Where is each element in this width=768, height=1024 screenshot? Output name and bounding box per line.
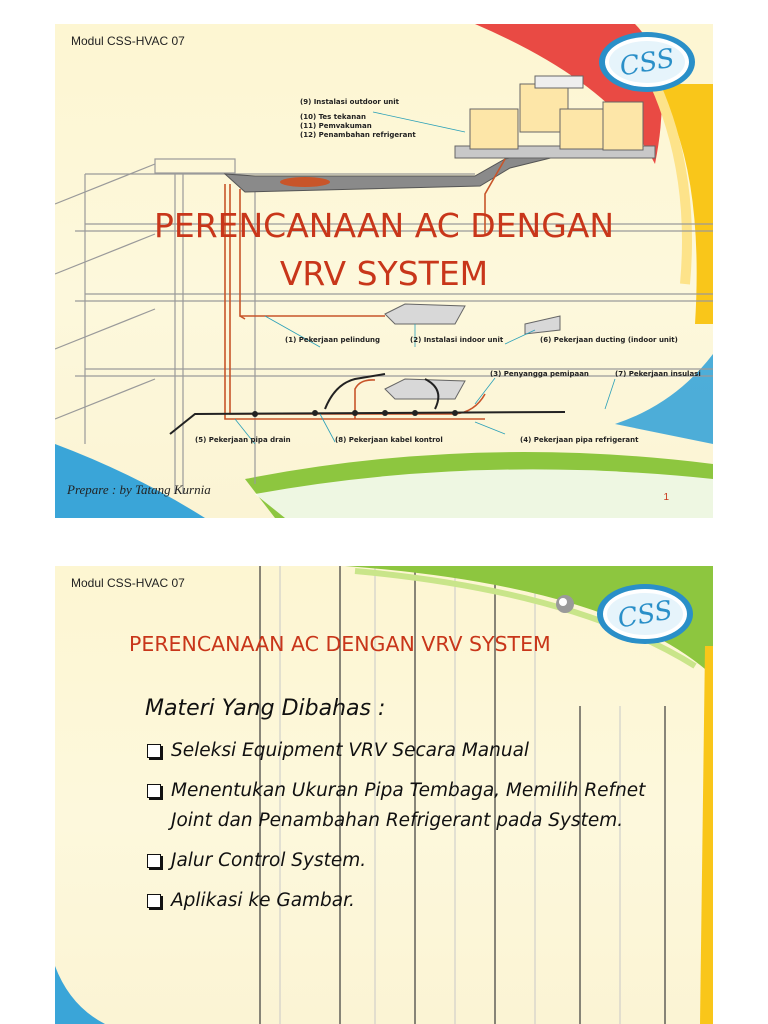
list-item xyxy=(145,846,685,876)
diagram-label-penyangga: (3) Penyangga pemipaan xyxy=(490,370,589,378)
diagram-label-kabel: (8) Pekerjaan kabel kontrol xyxy=(335,436,443,444)
diagram-label-pipa: (1) Pekerjaan pelindung xyxy=(285,336,381,344)
list-item-text: Seleksi Equipment VRV Secara Manual xyxy=(171,740,530,761)
module-label: Modul CSS-HVAC 07 xyxy=(71,576,185,590)
css-logo-text: CSS xyxy=(615,595,675,635)
diagram-label-indoor: (2) Instalasi indoor unit xyxy=(410,336,504,344)
slide-1 xyxy=(55,24,713,518)
diagram-label-tes: (10) Tes tekanan xyxy=(300,113,366,121)
diagram-label-outdoor: (9) Instalasi outdoor unit xyxy=(300,98,400,106)
diagram-label-drain: (5) Pekerjaan pipa drain xyxy=(195,436,291,444)
topics-heading: Materi Yang Dibahas : xyxy=(145,696,386,721)
list-item xyxy=(145,776,685,836)
checkbox-bullet-icon xyxy=(147,744,161,758)
slide-2-title: PERENCANAAN AC DENGAN VRV SYSTEM xyxy=(129,632,551,656)
prepared-by: Prepare : by Tatang Kurnia xyxy=(67,482,211,497)
list-item-text: Jalur Control System. xyxy=(171,850,367,871)
diagram-label-pipa-refrigerant: (4) Pekerjaan pipa refrigerant xyxy=(520,436,639,444)
page-number: 1 xyxy=(663,492,669,503)
checkbox-bullet-icon xyxy=(147,894,161,908)
diagram-label-refrigerant: (12) Penambahan refrigerant xyxy=(300,131,416,139)
list-item-text: Menentukan Ukuran Pipa Tembaga, Memilih Refnet Joint dan Penambahan Refrigerant pada System. xyxy=(171,780,646,831)
list-item xyxy=(145,736,685,766)
css-logo-icon xyxy=(595,26,700,96)
diagram-label-insulasi: (7) Pekerjaan insulasi xyxy=(615,370,701,378)
css-logo-icon xyxy=(593,578,698,648)
list-item xyxy=(145,886,685,916)
module-label: Modul CSS-HVAC 07 xyxy=(71,34,185,48)
checkbox-bullet-icon xyxy=(147,784,161,798)
slide-2 xyxy=(55,566,713,1024)
css-logo-text: CSS xyxy=(617,43,677,83)
diagram-label-ducting: (6) Pekerjaan ducting (indoor unit) xyxy=(540,336,678,344)
diagram-label-vakum: (11) Pemvakuman xyxy=(300,122,372,130)
checkbox-bullet-icon xyxy=(147,854,161,868)
list-item-text: Aplikasi ke Gambar. xyxy=(171,890,355,911)
topics-list xyxy=(145,736,685,926)
slide-1-title-line-1: PERENCANAAN AC DENGAN xyxy=(153,206,615,245)
slide-1-title-line-2: VRV SYSTEM xyxy=(279,254,489,293)
slide-1-title xyxy=(55,202,713,298)
